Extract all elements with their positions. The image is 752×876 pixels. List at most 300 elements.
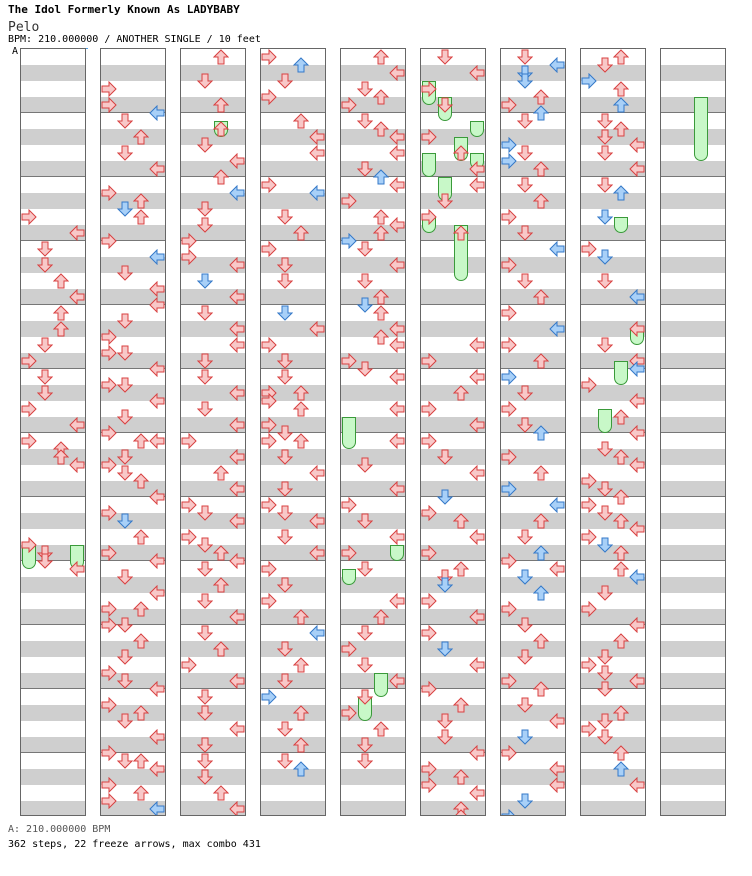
down-arrow-icon <box>37 337 53 353</box>
left-arrow-icon <box>501 553 517 569</box>
down-arrow-icon <box>517 529 533 545</box>
left-arrow-icon <box>101 233 117 249</box>
up-arrow-icon <box>373 121 389 137</box>
up-arrow-icon <box>293 705 309 721</box>
step-stats: 362 steps, 22 freeze arrows, max combo 431 <box>8 839 261 850</box>
freeze-arrow-body <box>374 673 388 697</box>
left-arrow-icon <box>581 721 597 737</box>
right-arrow-icon <box>389 481 405 497</box>
beat-band <box>661 385 725 401</box>
right-arrow-icon <box>229 801 245 816</box>
down-arrow-icon <box>357 625 373 641</box>
up-arrow-icon <box>213 97 229 113</box>
up-arrow-icon <box>133 705 149 721</box>
up-arrow-icon <box>53 305 69 321</box>
left-arrow-icon <box>261 241 277 257</box>
right-arrow-icon <box>549 777 565 793</box>
beat-band <box>181 705 245 721</box>
song-title: The Idol Formerly Known As LADYBABY <box>8 3 240 16</box>
down-arrow-icon <box>597 505 613 521</box>
right-arrow-icon <box>229 553 245 569</box>
measure-line <box>341 752 405 753</box>
down-arrow-icon <box>517 177 533 193</box>
right-arrow-icon <box>389 129 405 145</box>
left-arrow-icon <box>501 745 517 761</box>
freeze-arrow-body <box>342 417 356 449</box>
up-arrow-icon <box>213 641 229 657</box>
up-arrow-icon <box>453 697 469 713</box>
up-arrow-icon <box>373 209 389 225</box>
right-arrow-icon <box>629 289 645 305</box>
left-arrow-icon <box>341 193 357 209</box>
left-arrow-icon <box>101 345 117 361</box>
down-arrow-icon <box>597 729 613 745</box>
beat-band <box>21 801 85 816</box>
down-arrow-icon <box>117 265 133 281</box>
up-arrow-icon <box>613 49 629 65</box>
up-arrow-icon <box>213 465 229 481</box>
right-arrow-icon <box>389 217 405 233</box>
left-arrow-icon <box>101 697 117 713</box>
measure-line <box>661 624 725 625</box>
up-arrow-icon <box>293 113 309 129</box>
right-arrow-icon <box>389 369 405 385</box>
down-arrow-icon <box>597 209 613 225</box>
beat-band <box>501 225 565 241</box>
beat-band <box>181 769 245 785</box>
up-arrow-icon <box>133 753 149 769</box>
up-arrow-icon <box>453 225 469 241</box>
beat-band <box>341 801 405 816</box>
down-arrow-icon <box>277 305 293 321</box>
beat-band <box>341 513 405 529</box>
up-arrow-icon <box>613 97 629 113</box>
beat-band <box>661 257 725 273</box>
beat-band <box>661 289 725 305</box>
down-arrow-icon <box>277 577 293 593</box>
left-arrow-icon <box>501 305 517 321</box>
measure-line <box>661 752 725 753</box>
down-arrow-icon <box>117 201 133 217</box>
up-arrow-icon <box>293 401 309 417</box>
down-arrow-icon <box>597 337 613 353</box>
left-arrow-icon <box>261 337 277 353</box>
beat-band <box>261 641 325 657</box>
down-arrow-icon <box>197 401 213 417</box>
measure-line <box>501 624 565 625</box>
right-arrow-icon <box>629 521 645 537</box>
down-arrow-icon <box>37 369 53 385</box>
up-arrow-icon <box>133 529 149 545</box>
down-arrow-icon <box>277 425 293 441</box>
beat-band <box>661 225 725 241</box>
up-arrow-icon <box>533 513 549 529</box>
up-arrow-icon <box>133 193 149 209</box>
down-arrow-icon <box>197 73 213 89</box>
chart-meta: BPM: 210.000000 / ANOTHER SINGLE / 10 feet <box>8 34 261 45</box>
chart-column <box>180 48 246 816</box>
left-arrow-icon <box>101 457 117 473</box>
chart-column <box>580 48 646 816</box>
right-arrow-icon <box>229 185 245 201</box>
up-arrow-icon <box>533 681 549 697</box>
measure-line <box>661 176 725 177</box>
down-arrow-icon <box>197 505 213 521</box>
right-arrow-icon <box>149 105 165 121</box>
down-arrow-icon <box>597 441 613 457</box>
left-arrow-icon <box>501 153 517 169</box>
beat-band <box>661 353 725 369</box>
right-arrow-icon <box>229 513 245 529</box>
left-arrow-icon <box>181 529 197 545</box>
measure-line <box>261 304 325 305</box>
down-arrow-icon <box>277 73 293 89</box>
bpm-summary: A: 210.000000 BPM <box>8 824 111 835</box>
right-arrow-icon <box>149 585 165 601</box>
right-arrow-icon <box>229 385 245 401</box>
left-arrow-icon <box>421 209 437 225</box>
beat-band <box>661 577 725 593</box>
left-arrow-icon <box>581 473 597 489</box>
down-arrow-icon <box>117 377 133 393</box>
right-arrow-icon <box>389 673 405 689</box>
beat-band <box>661 609 725 625</box>
right-arrow-icon <box>549 497 565 513</box>
left-arrow-icon <box>181 433 197 449</box>
measure-line <box>21 624 85 625</box>
left-arrow-icon <box>21 433 37 449</box>
right-arrow-icon <box>149 161 165 177</box>
left-arrow-icon <box>421 777 437 793</box>
bpm-marker-label: A <box>12 46 19 57</box>
down-arrow-icon <box>117 569 133 585</box>
right-arrow-icon <box>69 457 85 473</box>
down-arrow-icon <box>597 665 613 681</box>
left-arrow-icon <box>581 497 597 513</box>
up-arrow-icon <box>613 81 629 97</box>
left-arrow-icon <box>21 401 37 417</box>
up-arrow-icon <box>533 425 549 441</box>
left-arrow-icon <box>21 209 37 225</box>
down-arrow-icon <box>117 673 133 689</box>
right-arrow-icon <box>229 721 245 737</box>
left-arrow-icon <box>101 617 117 633</box>
down-arrow-icon <box>37 553 53 569</box>
up-arrow-icon <box>293 385 309 401</box>
down-arrow-icon <box>117 617 133 633</box>
up-arrow-icon <box>613 761 629 777</box>
up-arrow-icon <box>533 89 549 105</box>
up-arrow-icon <box>613 633 629 649</box>
up-arrow-icon <box>373 289 389 305</box>
down-arrow-icon <box>197 137 213 153</box>
down-arrow-icon <box>357 361 373 377</box>
down-arrow-icon <box>197 217 213 233</box>
down-arrow-icon <box>517 729 533 745</box>
down-arrow-icon <box>597 113 613 129</box>
down-arrow-icon <box>117 449 133 465</box>
right-arrow-icon <box>309 185 325 201</box>
right-arrow-icon <box>629 137 645 153</box>
measure-line <box>661 368 725 369</box>
up-arrow-icon <box>453 809 469 816</box>
down-arrow-icon <box>197 273 213 289</box>
right-arrow-icon <box>69 417 85 433</box>
left-arrow-icon <box>501 809 517 816</box>
beat-band <box>21 673 85 689</box>
down-arrow-icon <box>197 353 213 369</box>
beat-band <box>661 513 725 529</box>
up-arrow-icon <box>533 105 549 121</box>
chart-column <box>260 48 326 816</box>
beat-band <box>261 449 325 465</box>
up-arrow-icon <box>133 129 149 145</box>
down-arrow-icon <box>597 481 613 497</box>
down-arrow-icon <box>597 145 613 161</box>
down-arrow-icon <box>357 689 373 705</box>
down-arrow-icon <box>517 49 533 65</box>
beat-band <box>21 257 85 273</box>
left-arrow-icon <box>101 329 117 345</box>
down-arrow-icon <box>357 513 373 529</box>
measure-line <box>661 432 725 433</box>
down-arrow-icon <box>197 753 213 769</box>
freeze-arrow-body <box>614 217 628 233</box>
left-arrow-icon <box>501 337 517 353</box>
left-arrow-icon <box>501 673 517 689</box>
up-arrow-icon <box>373 225 389 241</box>
beat-band <box>21 481 85 497</box>
up-arrow-icon <box>613 409 629 425</box>
left-arrow-icon <box>101 665 117 681</box>
down-arrow-icon <box>277 721 293 737</box>
beat-band <box>21 97 85 113</box>
up-arrow-icon <box>293 609 309 625</box>
right-arrow-icon <box>469 177 485 193</box>
left-arrow-icon <box>421 761 437 777</box>
down-arrow-icon <box>517 617 533 633</box>
down-arrow-icon <box>597 649 613 665</box>
up-arrow-icon <box>293 657 309 673</box>
right-arrow-icon <box>69 289 85 305</box>
up-arrow-icon <box>373 305 389 321</box>
measure-line <box>261 368 325 369</box>
up-arrow-icon <box>453 561 469 577</box>
down-arrow-icon <box>117 465 133 481</box>
up-arrow-icon <box>613 545 629 561</box>
right-arrow-icon <box>469 785 485 801</box>
up-arrow-icon <box>613 449 629 465</box>
right-arrow-icon <box>229 673 245 689</box>
down-arrow-icon <box>517 225 533 241</box>
down-arrow-icon <box>437 97 453 113</box>
down-arrow-icon <box>357 81 373 97</box>
left-arrow-icon <box>341 97 357 113</box>
measure-line <box>661 112 725 113</box>
left-arrow-icon <box>261 89 277 105</box>
right-arrow-icon <box>389 257 405 273</box>
beat-band <box>21 737 85 753</box>
left-arrow-icon <box>341 545 357 561</box>
left-arrow-icon <box>261 49 277 65</box>
left-arrow-icon <box>261 433 277 449</box>
up-arrow-icon <box>533 545 549 561</box>
right-arrow-icon <box>469 161 485 177</box>
beat-band <box>421 193 485 209</box>
right-arrow-icon <box>229 481 245 497</box>
left-arrow-icon <box>501 257 517 273</box>
measure-line <box>661 304 725 305</box>
up-arrow-icon <box>533 193 549 209</box>
chart-column <box>340 48 406 816</box>
up-arrow-icon <box>613 121 629 137</box>
down-arrow-icon <box>277 529 293 545</box>
beat-band <box>661 673 725 689</box>
left-arrow-icon <box>101 745 117 761</box>
down-arrow-icon <box>517 697 533 713</box>
beat-band <box>181 353 245 369</box>
right-arrow-icon <box>309 545 325 561</box>
down-arrow-icon <box>437 49 453 65</box>
beat-band <box>21 641 85 657</box>
left-arrow-icon <box>101 185 117 201</box>
down-arrow-icon <box>197 537 213 553</box>
beat-band <box>581 801 645 816</box>
right-arrow-icon <box>549 321 565 337</box>
right-arrow-icon <box>229 257 245 273</box>
beat-band <box>21 129 85 145</box>
down-arrow-icon <box>197 305 213 321</box>
down-arrow-icon <box>197 769 213 785</box>
right-arrow-icon <box>389 529 405 545</box>
right-arrow-icon <box>309 129 325 145</box>
chart-column <box>420 48 486 816</box>
left-arrow-icon <box>181 497 197 513</box>
beat-band <box>21 705 85 721</box>
beat-band <box>21 161 85 177</box>
right-arrow-icon <box>149 729 165 745</box>
right-arrow-icon <box>69 561 85 577</box>
beat-band <box>661 545 725 561</box>
up-arrow-icon <box>293 761 309 777</box>
down-arrow-icon <box>517 417 533 433</box>
beat-band <box>661 801 725 816</box>
beat-band <box>661 161 725 177</box>
beat-band <box>661 321 725 337</box>
right-arrow-icon <box>149 761 165 777</box>
up-arrow-icon <box>213 785 229 801</box>
freeze-arrow-body <box>342 569 356 585</box>
right-arrow-icon <box>469 337 485 353</box>
left-arrow-icon <box>501 449 517 465</box>
beat-band <box>421 289 485 305</box>
left-arrow-icon <box>501 209 517 225</box>
up-arrow-icon <box>213 49 229 65</box>
beat-band <box>181 65 245 81</box>
beat-band <box>421 481 485 497</box>
left-arrow-icon <box>101 601 117 617</box>
right-arrow-icon <box>629 161 645 177</box>
down-arrow-icon <box>277 273 293 289</box>
beat-band <box>261 481 325 497</box>
beat-band <box>661 129 725 145</box>
down-arrow-icon <box>37 241 53 257</box>
up-arrow-icon <box>53 273 69 289</box>
up-arrow-icon <box>213 121 229 137</box>
measure-line <box>421 112 485 113</box>
left-arrow-icon <box>581 529 597 545</box>
beat-band <box>501 385 565 401</box>
down-arrow-icon <box>197 705 213 721</box>
left-arrow-icon <box>501 481 517 497</box>
down-arrow-icon <box>277 753 293 769</box>
down-arrow-icon <box>357 161 373 177</box>
right-arrow-icon <box>309 465 325 481</box>
measure-line <box>21 496 85 497</box>
freeze-arrow-body <box>694 97 708 161</box>
right-arrow-icon <box>389 65 405 81</box>
up-arrow-icon <box>373 49 389 65</box>
down-arrow-icon <box>357 737 373 753</box>
right-arrow-icon <box>469 65 485 81</box>
beat-band <box>261 257 325 273</box>
down-arrow-icon <box>597 249 613 265</box>
up-arrow-icon <box>373 169 389 185</box>
left-arrow-icon <box>101 97 117 113</box>
right-arrow-icon <box>229 321 245 337</box>
beat-band <box>21 769 85 785</box>
left-arrow-icon <box>421 81 437 97</box>
down-arrow-icon <box>357 457 373 473</box>
right-arrow-icon <box>149 297 165 313</box>
down-arrow-icon <box>357 657 373 673</box>
right-arrow-icon <box>629 393 645 409</box>
down-arrow-icon <box>437 713 453 729</box>
beat-band <box>661 97 725 113</box>
left-arrow-icon <box>421 593 437 609</box>
down-arrow-icon <box>277 209 293 225</box>
up-arrow-icon <box>373 721 389 737</box>
beat-band <box>661 705 725 721</box>
up-arrow-icon <box>533 353 549 369</box>
beat-band <box>21 193 85 209</box>
measure-line <box>181 368 245 369</box>
left-arrow-icon <box>261 497 277 513</box>
beat-band <box>421 257 485 273</box>
beat-band <box>181 737 245 753</box>
left-arrow-icon <box>421 681 437 697</box>
down-arrow-icon <box>597 537 613 553</box>
up-arrow-icon <box>213 577 229 593</box>
up-arrow-icon <box>53 321 69 337</box>
right-arrow-icon <box>629 777 645 793</box>
measure-line <box>21 112 85 113</box>
left-arrow-icon <box>341 705 357 721</box>
left-arrow-icon <box>101 425 117 441</box>
right-arrow-icon <box>549 241 565 257</box>
left-arrow-icon <box>21 537 37 553</box>
down-arrow-icon <box>197 593 213 609</box>
up-arrow-icon <box>133 633 149 649</box>
down-arrow-icon <box>517 113 533 129</box>
beat-band <box>421 641 485 657</box>
right-arrow-icon <box>309 145 325 161</box>
left-arrow-icon <box>21 353 37 369</box>
beat-band <box>261 289 325 305</box>
right-arrow-icon <box>469 417 485 433</box>
up-arrow-icon <box>613 489 629 505</box>
right-arrow-icon <box>69 225 85 241</box>
